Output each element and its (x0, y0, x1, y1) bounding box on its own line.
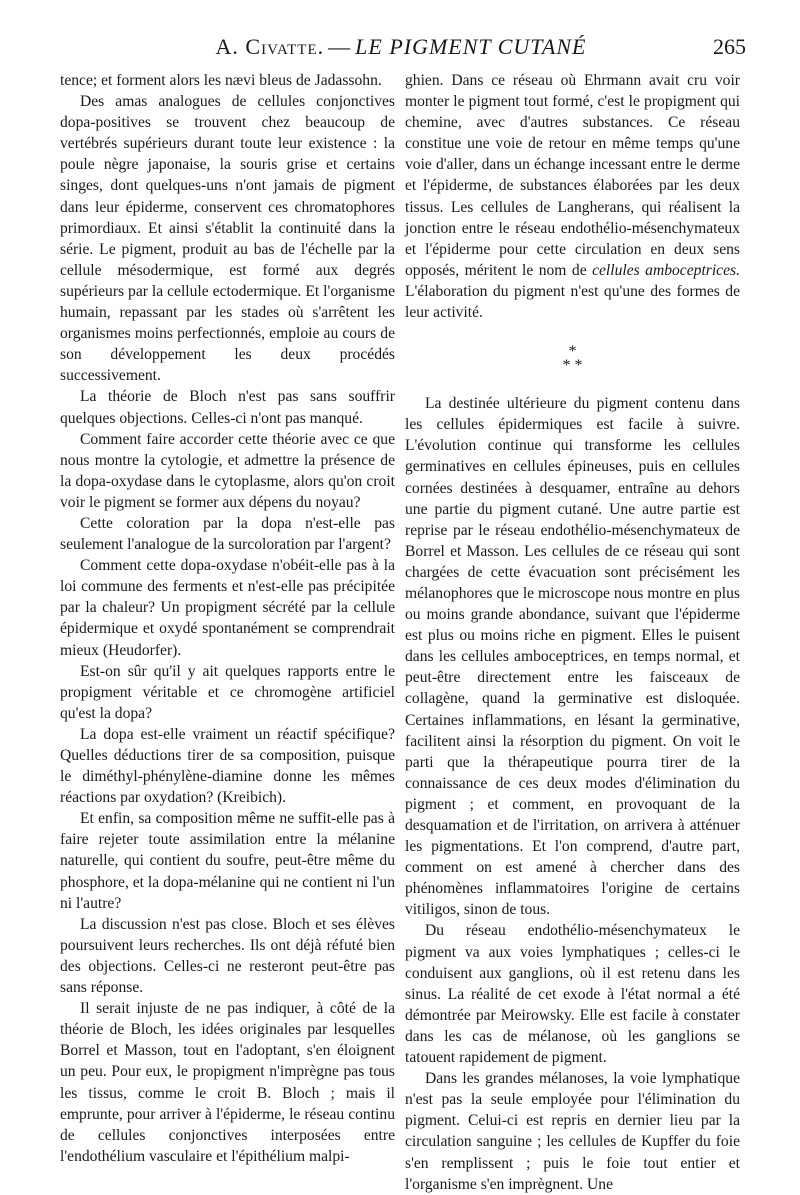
asterism-bottom: * * (562, 357, 583, 375)
running-title (56, 34, 746, 60)
title-separator: — (328, 34, 352, 59)
author-name: A. Civatte. (215, 34, 325, 59)
paragraph (405, 70, 740, 323)
paragraph: La théorie de Bloch n'est pas sans souffrir quelques objections. Celles-ci n'ont pas manqué. (60, 388, 395, 427)
paragraph: Cette coloration par la dopa n'est-elle pas seulement l'analogue de la surcoloration par l'argent? (60, 514, 395, 554)
paragraph: La discussion n'est pas close. Bloch et ses élèves poursuivent leurs recherches. Ils ont déjà réfuté bien des objections. Celles-ci ne resteront peut-être pas sans réponse. (60, 915, 395, 997)
paragraph: tence; et forment alors les nævi bleus de Jadassohn. (60, 72, 382, 89)
paragraph: Du réseau endothélio-mésenchymateux le pigment va aux voies lymphatiques ; celles-ci le conduisent aux ganglions, où il est retenu dans les sinus. La réalité de cet exode à l'état normal a été démontrée par Meirowsky. Elle est facile à constater dans les cas de mélanose, où les ganglions se tatouent rapidement de pigment. (405, 922, 740, 1067)
paragraph: Est-on sûr qu'il y ait quelques rapports entre le propigment véritable et ce chromogène artificiel qu'est la dopa? (60, 662, 395, 722)
page-number: 265 (713, 34, 746, 59)
right-column (405, 70, 740, 1195)
paragraph-text: L'élaboration du pigment n'est qu'une des formes de leur activité. (405, 282, 740, 322)
paragraph: Et enfin, sa composition même ne suffit-elle pas à faire rejeter toute assimilation entre la mélanine naturelle, qui contient du soufre, peut-être même du phosphore, et la dopa-mélanine qui ne contient ni l'un ni l'autre? (60, 810, 395, 912)
paragraph: La dopa est-elle vraiment un réactif spécifique? Quelles déductions tirer de sa composition, puisque le diméthyl-phénylène-diamine donne les mêmes réactions par oxydation? (Kreibich). (60, 725, 395, 807)
paragraph: Comment cette dopa-oxydase n'obéit-elle pas à la loi commune des ferments et n'est-elle pas précipitée par la chaleur? Un propigment sécrété par la cellule épidermique et oxydé spontanément se comprendrait mieux (Heudorfer). (60, 557, 395, 659)
article-title: LE PIGMENT CUTANÉ (355, 34, 587, 59)
paragraph: Comment faire accorder cette théorie avec ce que nous montre la cytologie, et admettre la présence de la dopa-oxydase dans le cytoplasme, alors qu'on croit voir le pigment se former aux dépens du noyau? (60, 430, 395, 511)
running-header (56, 34, 746, 64)
paragraph: Des amas analogues de cellules conjonctives dopa-positives se trouvent chez beaucoup de vertébrés supérieurs durant toute leur existence : la poule nègre japonaise, la souris grise et certains singes, dont quelques-uns n'ont jamais de pigment dans leur épiderme, conservent ces chromatophores primordiaux. Et ainsi s'établit la continuité dans la série. Le pigment, produit au bas de l'échelle par la cellule mésodermique, est formé aux degrés supérieurs par la cellule ectodermique. Et l'organisme humain, repassant par les stades où s'arrêtent les organismes moins perfectionnés, emploie au cours de son développement les deux procédés successivement. (60, 93, 395, 385)
paragraph: La destinée ultérieure du pigment contenu dans les cellules épidermiques est facile à suivre. L'évolution continue qui transforme les cellules germinatives en cellules épineuses, puis en cellules cornées destinées à desquamer, entraîne au dehors une partie du pigment cutané. Une autre partie est reprise par le réseau endothélio-mésenchymateux de Borrel et Masson. Les cellules de ce réseau qui sont chargées de cette évacuation sont précisément les mélanophores que le microscope nous montre en plus ou moins grande abondance, suivant que l'épiderme est plus ou moins riche en pigment. Elles le puisent dans les cellules amboceptrices, en temps normal, et peut-être directement entre les faisceaux de collagène, quand la germinative est disloquée. Certaines inflammations, en lésant la germinative, facilitent ainsi la résorption du pigment. On voit le parti que la thérapeutique pourra tirer de la connaissance de ces deux modes d'élimination du pigment ; et comment, en provoquant de la desquamation et de l'irritation, on arrivera à atténuer les pigmentations. Et l'on comprend, d'autre part, comment on est amené à chercher dans des phénomènes inflammatoires l'origine de certains vitiligos, sinon de tous. (405, 395, 740, 919)
paragraph: Dans les grandes mélanoses, la voie lymphatique n'est pas la seule employée pour l'élimination du pigment. Celui-ci est repris en dernier lieu par la circulation sanguine ; les cellules de Kupffer du foie s'en remplissent ; puis le foie tout entier et l'organisme s'en imprègnent. Une (405, 1070, 740, 1193)
paragraph: Il serait injuste de ne pas indiquer, à côté de la théorie de Bloch, les idées originales par lesquelles Borrel et Masson, tout en l'adoptant, s'en éloignent un peu. Pour eux, le propigment n'imprègne pas tous les tissus, comme le croit B. Bloch ; mais il emprunte, pour arriver à l'épiderme, le réseau continu de cellules conjonctives interposées entre l'endothélium vasculaire et l'épithélium malpi- (60, 1000, 395, 1165)
left-column (60, 70, 395, 1167)
asterism-top: * (568, 343, 577, 361)
paragraph-text: ghien. Dans ce réseau où Ehrmann avait cru voir monter le pigment tout formé, c'est le propigment qui chemine, avec d'autres substances. Ce réseau constitue une voie de retour en même temps qu'une voie d'aller, dans un échange incessant entre le derme et l'épiderme, de substances élaborées par les deux tissus. Les cellules de Langherans, qui réalisent la jonction entre le réseau endothélio-mésenchymateux et l'épiderme pour cette circulation en deux sens opposés, méritent le nom de (405, 72, 740, 279)
italic-term: cellules amboceptrices. (592, 261, 740, 279)
asterism-separator (405, 345, 740, 373)
